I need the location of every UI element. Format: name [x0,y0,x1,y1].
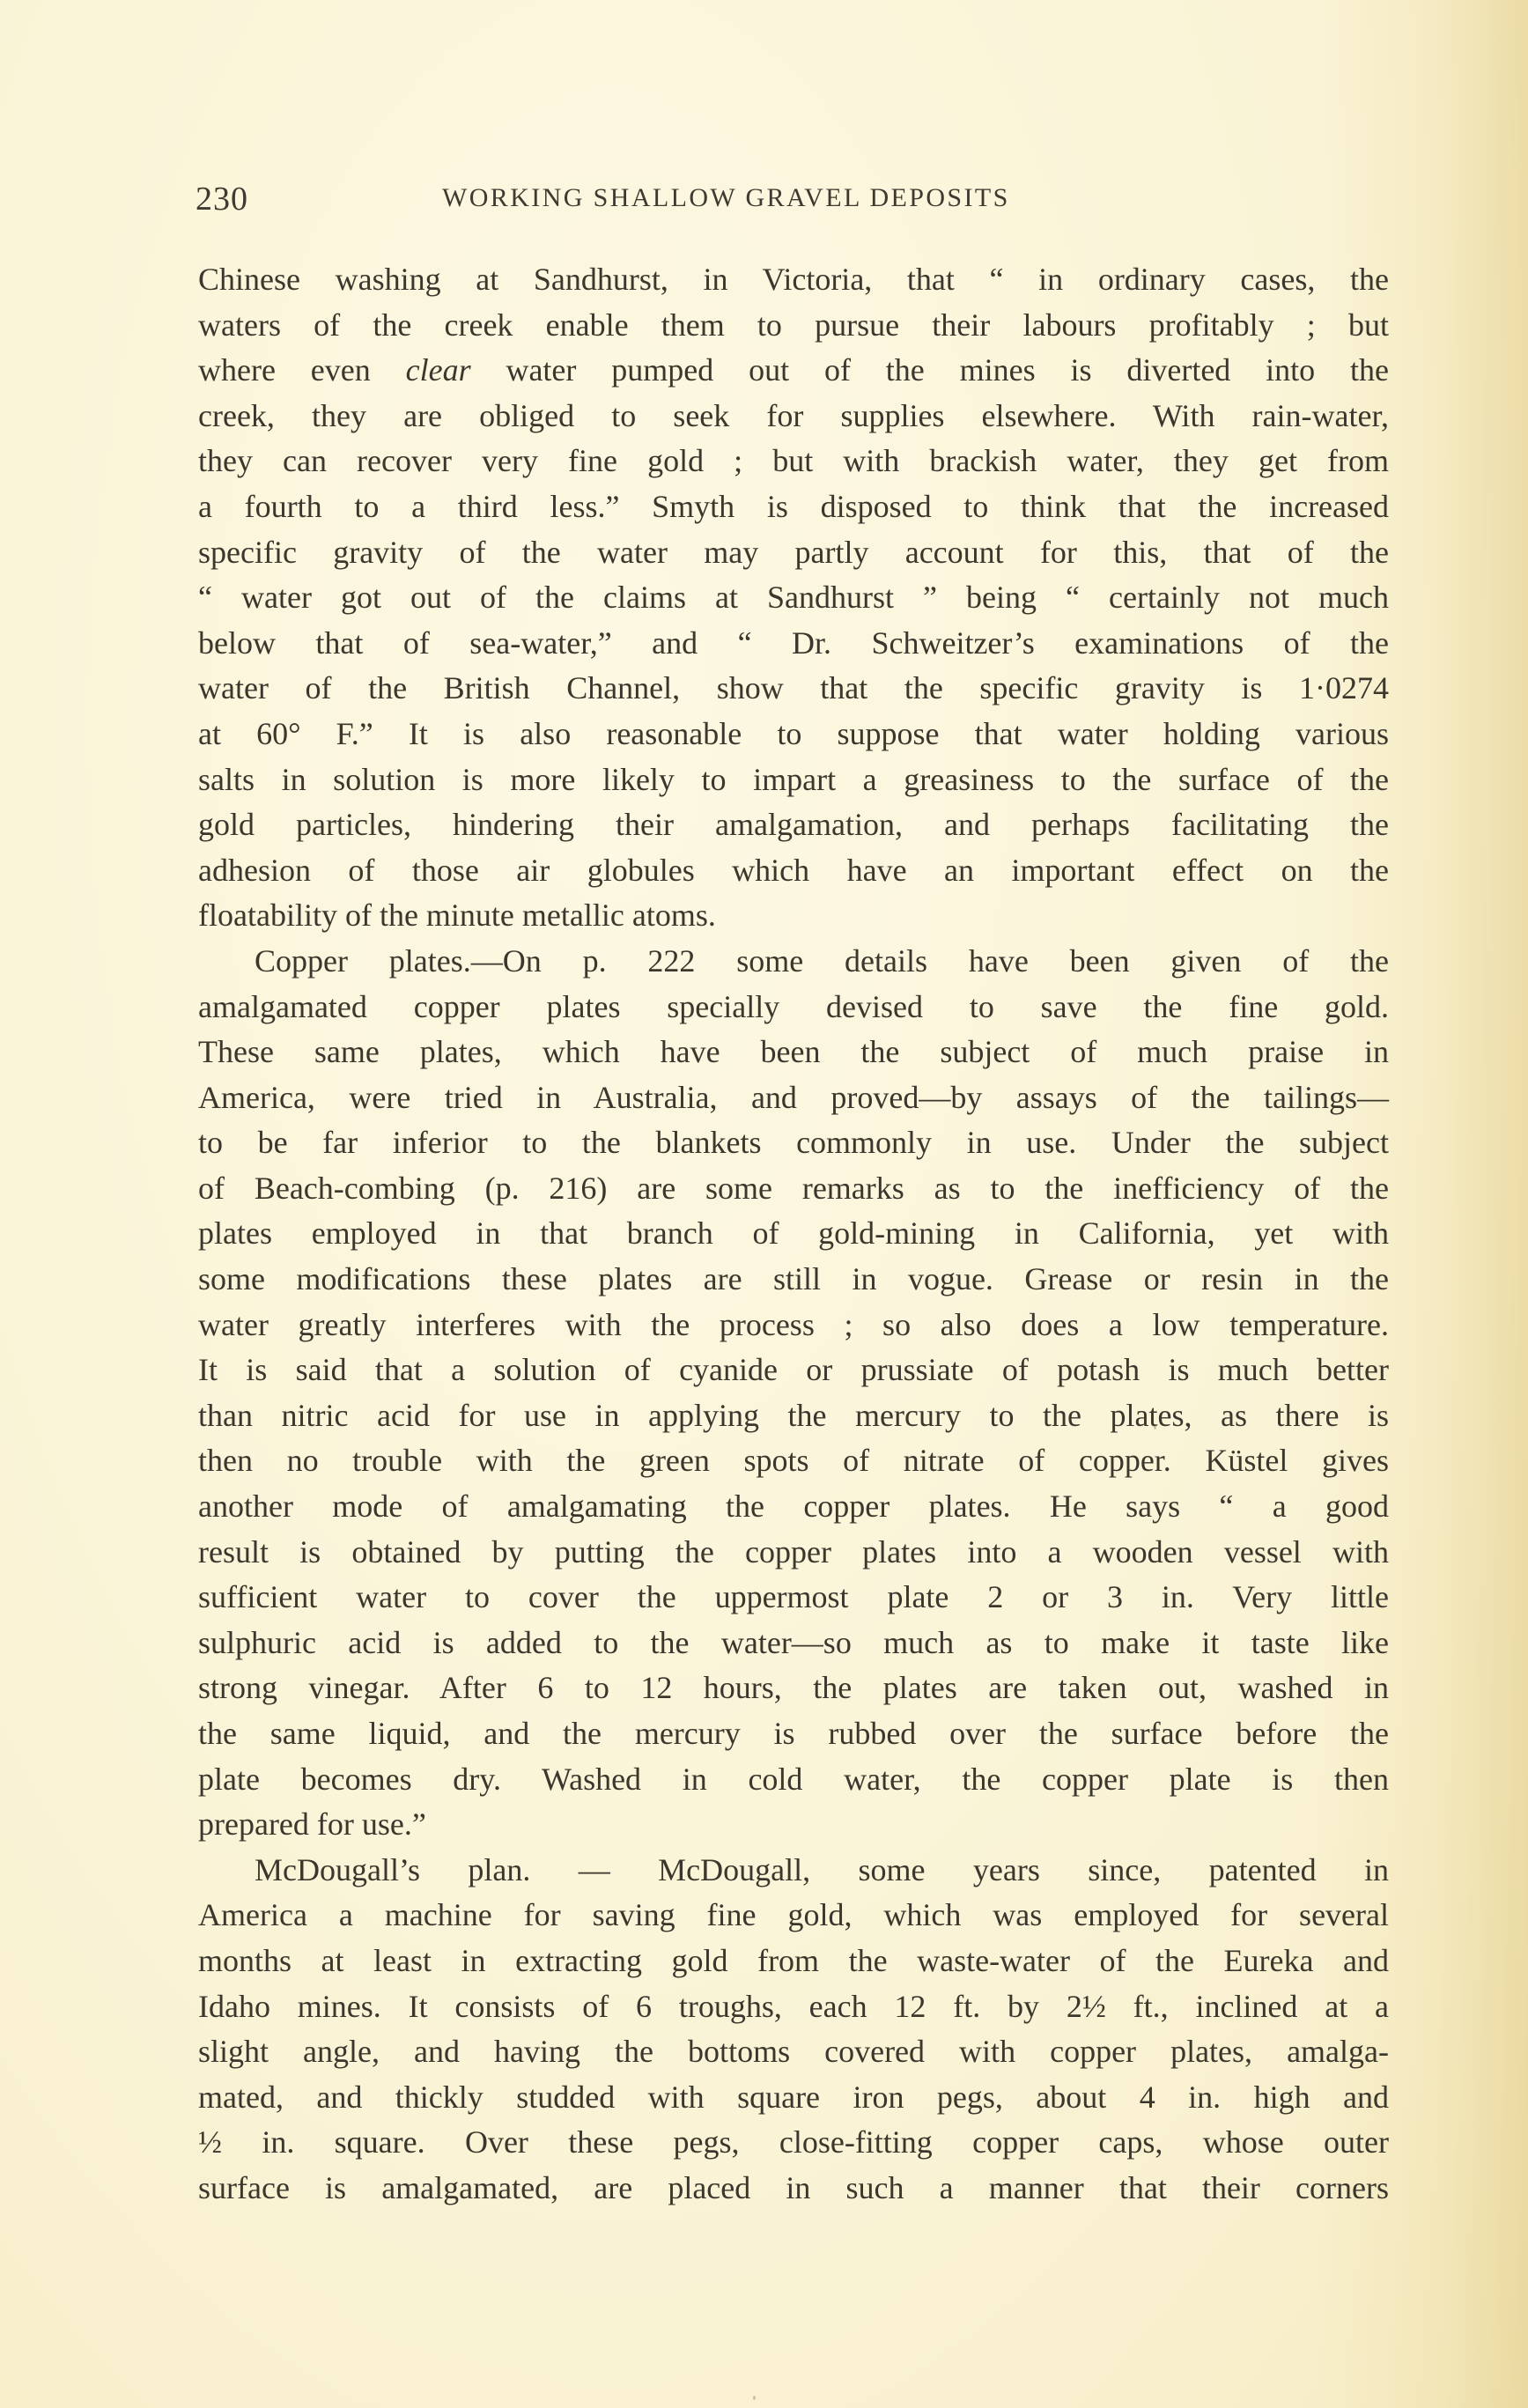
text-line: America, were tried in Australia, and proved—by assays of the tailings— [198,1079,1389,1115]
text-line-with-italic: where even clear water pumped out of the mines is diverted into the [198,352,1389,388]
text-line: the same liquid, and the mercury is rubbed over the surface before the [198,1716,1389,1751]
text-line: prepared for use.” [198,1806,426,1843]
text-line: America a machine for saving fine gold, which was employed for several [198,1897,1389,1933]
text-line: they can recover very fine gold ; but with brackish water, they get from [198,443,1389,479]
text-line: specific gravity of the water may partly account for this, that of the [198,534,1389,570]
text-line: Chinese washing at Sandhurst, in Victoria, that “ in ordinary cases, the [198,262,1389,297]
text-line: months at least in extracting gold from the waste-water of the Eureka and [198,1942,1389,1978]
paragraph-copper-plates [198,939,1389,1848]
text-line: water of the British Channel, show that the specific gravity is 1·0274 [198,670,1389,706]
text-line: another mode of amalgamating the copper plates. He says “ a good [198,1488,1389,1525]
text-line: floatability of the minute metallic atoms. [198,897,716,934]
text-line: plate becomes dry. Washed in cold water, the copper plate is then [198,1761,1389,1797]
text-line: a fourth to a third less.” Smyth is disposed to think that the increased [198,488,1389,524]
text-line: of Beach-combing (p. 216) are some remarks as to the inefficiency of the [198,1170,1389,1206]
paper-speck [1154,1425,1156,1429]
text-line: ½ in. square. Over these pegs, close-fitting copper caps, whose outer [198,2124,1389,2161]
running-head [196,176,1391,220]
text-line: “ water got out of the claims at Sandhurst ” being “ certainly not much [198,580,1389,616]
text-line: waters of the creek enable them to pursue their labours profitably ; but [198,307,1389,343]
text-line: some modifications these plates are still in vogue. Grease or resin in the [198,1261,1389,1297]
text-line: Idaho mines. It consists of 6 troughs, each 12 ft. by 2½ ft., inclined at a [198,1988,1389,2024]
text-line: slight angle, and having the bottoms covered with copper plates, amalga- [198,2034,1389,2070]
text-line: water greatly interferes with the process ; so also does a low temperature. [198,1306,1389,1342]
text-line: surface is amalgamated, are placed in such a manner that their corners [198,2169,1389,2205]
text-line: mated, and thickly studded with square iron pegs, about 4 in. high and [198,2079,1389,2115]
text-line: to be far inferior to the blankets commonly in use. Under the subject [198,1125,1389,1161]
text-line: plates employed in that branch of gold-mining in California, yet with [198,1215,1389,1252]
text-line: salts in solution is more likely to impart a greasiness to the surface of the [198,761,1389,797]
running-title: WORKING SHALLOW GRAVEL DEPOSITS [442,183,1010,212]
text-line: adhesion of those air globules which have an important effect on the [198,852,1389,888]
text-line: creek, they are obliged to seek for supplies elsewhere. With rain-water, [198,397,1389,433]
text-line: at 60° F.” It is also reasonable to suppose that water holding various [198,715,1389,751]
text-line: below that of sea-water,” and “ Dr. Schweitzer’s examinations of the [198,624,1389,661]
text-line: then no trouble with the green spots of nitrate of copper. Küstel gives [198,1443,1389,1479]
section-lead-line: McDougall’s plan. — McDougall, some years since, patented in [255,1851,1389,1887]
text-line: gold particles, hindering their amalgamation, and perhaps facilitating the [198,807,1389,843]
text-line: sufficient water to cover the uppermost plate 2 or 3 in. Very little [198,1579,1389,1615]
section-lead-line: Copper plates.—On p. 222 some details have been given of the [255,942,1389,979]
paragraph-continued [198,257,1389,939]
text-line: These same plates, which have been the subject of much praise in [198,1034,1389,1070]
text-line: strong vinegar. After 6 to 12 hours, the plates are taken out, washed in [198,1670,1389,1706]
body-text [198,257,1389,2212]
paragraph-mcdougall [198,1848,1389,2212]
paper-speck [753,2396,756,2400]
page-number: 230 [196,181,248,218]
text-line: result is obtained by putting the copper plates into a wooden vessel with [198,1533,1389,1570]
text-line: amalgamated copper plates specially devised to save the fine gold. [198,988,1389,1024]
text-line: sulphuric acid is added to the water—so much as to make it taste like [198,1624,1389,1660]
italic-emphasis: clear [405,352,471,388]
text-line: It is said that a solution of cyanide or prussiate of potash is much better [198,1352,1389,1388]
text-line: than nitric acid for use in applying the mercury to the plates, as there is [198,1397,1389,1433]
